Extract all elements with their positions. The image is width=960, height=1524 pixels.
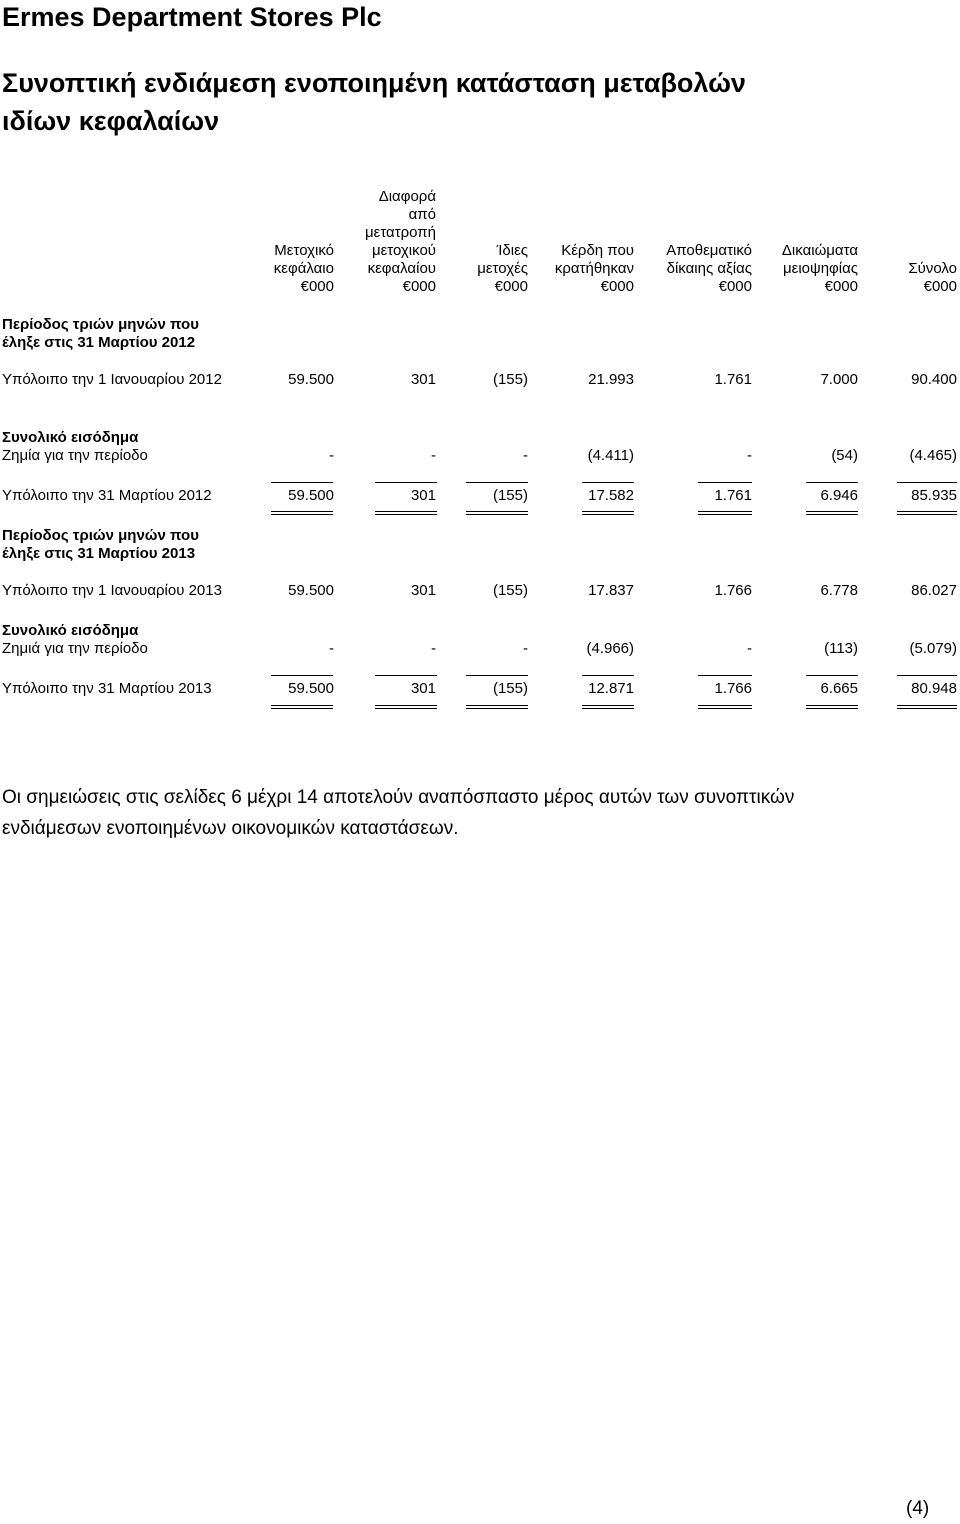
loss-2013-treasury-shares: - (523, 640, 528, 657)
notes-statement-line-2: ενδιάμεσων ενοποιημένων οικονομικών καταστάσεων. (2, 818, 459, 839)
total-double-rule (897, 511, 957, 515)
page-number: (4) (906, 1498, 930, 1519)
subtotal-rule (806, 482, 858, 483)
loss-2013-share-capital: - (329, 640, 334, 657)
opening-2012-total: 90.400 (911, 371, 957, 388)
total-double-rule (806, 705, 858, 709)
loss-2013-retained-earnings: (4.966) (586, 640, 634, 657)
total-double-rule (897, 705, 957, 709)
total-double-rule (582, 511, 634, 515)
closing-2012-total: 85.935 (911, 487, 957, 504)
opening-2012-fair-value-reserve: 1.761 (714, 371, 752, 388)
closing-2013-total: 80.948 (911, 680, 957, 697)
total-double-rule (806, 511, 858, 515)
closing-2012-share-capital: 59.500 (288, 487, 334, 504)
opening-2012-treasury-shares: (155) (492, 371, 528, 388)
closing-2013-retained-earnings: 12.871 (588, 680, 634, 697)
page-title (2, 64, 942, 140)
subtotal-rule (375, 482, 437, 483)
column-header-share-capital: Μετοχικό κεφάλαιο €000 (273, 242, 334, 295)
total-double-rule (271, 705, 333, 709)
page-title-line-2: ιδίων κεφαλαίων (2, 106, 220, 136)
subtotal-rule (806, 675, 858, 676)
closing-2012-treasury-shares: (155) (492, 487, 528, 504)
company-name: Ermes Department Stores Plc (2, 2, 382, 32)
total-double-rule (375, 705, 437, 709)
closing-balance-2013-label: Υπόλοιπο την 31 Μαρτίου 2013 (2, 680, 212, 697)
subtotal-rule (582, 482, 634, 483)
loss-2012-conversion-difference: - (431, 447, 436, 464)
closing-2012-fair-value-reserve: 1.761 (714, 487, 752, 504)
total-double-rule (375, 511, 437, 515)
opening-balance-2013-label: Υπόλοιπο την 1 Ιανουαρίου 2013 (2, 582, 222, 599)
opening-2012-minority-interest: 7.000 (820, 371, 858, 388)
column-header-retained-earnings: Κέρδη που κρατήθηκαν €000 (554, 242, 634, 295)
opening-2013-minority-interest: 6.778 (820, 582, 858, 599)
subtotal-rule (271, 675, 333, 676)
subtotal-rule (897, 482, 957, 483)
opening-2013-share-capital: 59.500 (288, 582, 334, 599)
loss-2012-label: Ζημία για την περίοδο (2, 447, 148, 464)
comprehensive-income-2012-heading: Συνολικό εισόδημα (2, 429, 139, 446)
loss-2013-conversion-difference: - (431, 640, 436, 657)
loss-2012-retained-earnings: (4.411) (587, 447, 634, 464)
total-double-rule (698, 705, 752, 709)
closing-2013-share-capital: 59.500 (288, 680, 334, 697)
column-header-minority-interest: Δικαιώματα μειοψηφίας €000 (781, 242, 858, 295)
loss-2012-fair-value-reserve: - (747, 447, 752, 464)
closing-2013-minority-interest: 6.665 (820, 680, 858, 697)
opening-balance-2012-label: Υπόλοιπο την 1 Ιανουαρίου 2012 (2, 371, 222, 388)
total-double-rule (466, 705, 528, 709)
loss-2013-total: (5.079) (909, 640, 957, 657)
loss-2013-minority-interest: (113) (824, 640, 858, 657)
total-double-rule (466, 511, 528, 515)
subtotal-rule (466, 675, 528, 676)
closing-2013-conversion-difference: 301 (410, 680, 436, 697)
opening-2012-conversion-difference: 301 (410, 371, 436, 388)
column-header-conversion-difference: Διαφορά από μετατροπή μετοχικού κεφαλαίου €000 (365, 188, 436, 295)
subtotal-rule (698, 675, 752, 676)
closing-2013-fair-value-reserve: 1.766 (714, 680, 752, 697)
opening-2013-fair-value-reserve: 1.766 (714, 582, 752, 599)
opening-2012-share-capital: 59.500 (288, 371, 334, 388)
closing-2013-treasury-shares: (155) (492, 680, 528, 697)
opening-2013-total: 86.027 (911, 582, 957, 599)
subtotal-rule (271, 482, 333, 483)
subtotal-rule (466, 482, 528, 483)
loss-2012-minority-interest: (54) (831, 447, 858, 464)
column-header-treasury-shares: Ίδιες μετοχές €000 (477, 242, 528, 295)
column-header-fair-value-reserve: Αποθεματικό δίκαιης αξίας €000 (666, 242, 752, 295)
opening-2013-treasury-shares: (155) (492, 582, 528, 599)
notes-statement-line-1: Οι σημειώσεις στις σελίδες 6 μέχρι 14 αποτελούν αναπόσπαστο μέρος αυτών των συνοπτικών (2, 787, 795, 808)
page-title-line-1: Συνοπτική ενδιάμεση ενοποιημένη κατάσταση μεταβολών (2, 68, 746, 98)
subtotal-rule (698, 482, 752, 483)
loss-2012-total: (4.465) (909, 447, 957, 464)
notes-statement (2, 782, 942, 844)
loss-2012-treasury-shares: - (523, 447, 528, 464)
closing-2012-minority-interest: 6.946 (820, 487, 858, 504)
closing-balance-2012-label: Υπόλοιπο την 31 Μαρτίου 2012 (2, 487, 212, 504)
opening-2013-conversion-difference: 301 (410, 582, 436, 599)
closing-2012-retained-earnings: 17.582 (588, 487, 634, 504)
subtotal-rule (375, 675, 437, 676)
opening-2013-retained-earnings: 17.837 (588, 582, 634, 599)
total-double-rule (582, 705, 634, 709)
total-double-rule (698, 511, 752, 515)
period-2012-heading: Περίοδος τριών μηνών που έληξε στις 31 Μαρτίου 2012 (2, 316, 199, 351)
comprehensive-income-2013-heading: Συνολικό εισόδημα (2, 622, 139, 639)
total-double-rule (271, 511, 333, 515)
subtotal-rule (582, 675, 634, 676)
closing-2012-conversion-difference: 301 (410, 487, 436, 504)
loss-2013-fair-value-reserve: - (747, 640, 752, 657)
opening-2012-retained-earnings: 21.993 (588, 371, 634, 388)
loss-2013-label: Ζημιά για την περίοδο (2, 640, 148, 657)
loss-2012-share-capital: - (329, 447, 334, 464)
subtotal-rule (897, 675, 957, 676)
column-header-total: Σύνολο €000 (908, 260, 957, 295)
period-2013-heading: Περίοδος τριών μηνών που έληξε στις 31 Μαρτίου 2013 (2, 527, 199, 562)
